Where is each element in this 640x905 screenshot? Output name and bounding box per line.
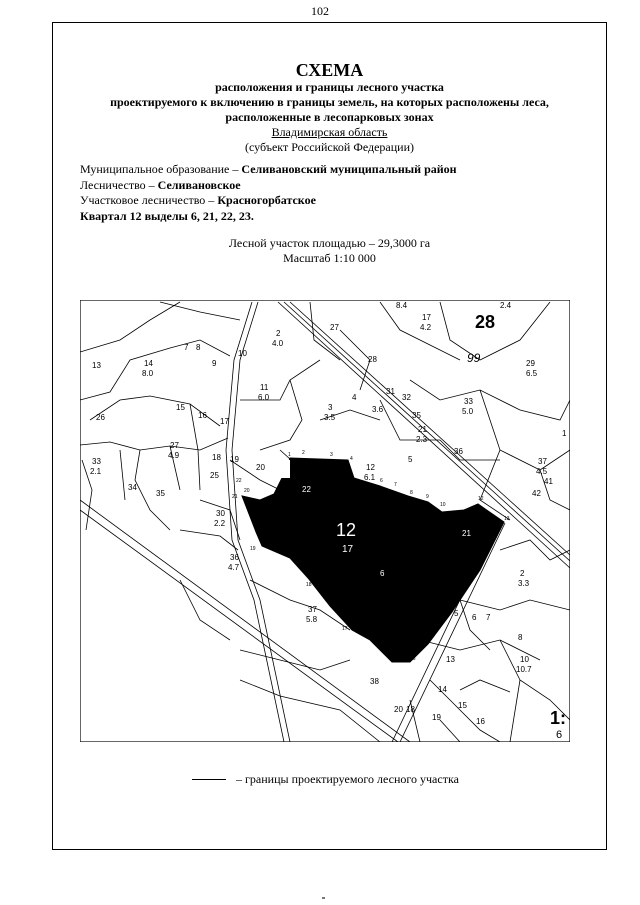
boundary-point: 22: [236, 478, 242, 484]
area-info: [52, 236, 607, 266]
stand-label: 13: [446, 655, 455, 664]
forestry-value: Селивановское: [157, 177, 241, 192]
parcel-stand-22: 22: [302, 485, 311, 494]
district-row: Участковое лесничество – Красногорбатское: [80, 193, 316, 207]
boundary-point: 16: [392, 650, 398, 656]
stand-label: 36: [230, 553, 239, 562]
stand-label: 10: [238, 349, 247, 358]
stand-label: 17: [220, 417, 229, 426]
stand-label: 8: [196, 343, 201, 352]
stand-label: 3.3: [518, 579, 530, 588]
stand-label: 26: [96, 413, 105, 422]
stand-label: 27: [170, 441, 179, 450]
stand-label: 6.1: [364, 473, 376, 482]
boundary-point: 9: [426, 494, 429, 500]
boundary-point: 4: [350, 456, 353, 462]
stand-label: 4.2: [420, 323, 432, 332]
stand-label: 19: [230, 455, 239, 464]
forestry-row: Лесничество – Селивановское: [80, 177, 241, 192]
stand-label: 35: [156, 489, 165, 498]
stand-label: 10.7: [516, 665, 532, 674]
stand-label: 42: [532, 489, 541, 498]
stand-label: 35: [412, 411, 421, 420]
forest-map: [80, 300, 570, 742]
stand-label: 16: [198, 411, 207, 420]
boundary-point: 2: [302, 450, 305, 456]
stand-label: 18: [406, 705, 415, 714]
document-title: СХЕМА: [295, 60, 364, 80]
stand-label: 9: [212, 359, 217, 368]
document-header: [52, 60, 607, 155]
stand-label: 27: [330, 323, 339, 332]
stand-label: 28: [368, 355, 377, 364]
stand-label: 14: [144, 359, 153, 368]
stand-label: 16: [476, 717, 485, 726]
stand-label: 2.4: [500, 301, 512, 310]
stand-label: 8.4: [396, 301, 408, 310]
stand-label: 4: [352, 393, 357, 402]
stand-label: 17: [422, 313, 431, 322]
stand-label: 2: [276, 329, 281, 338]
boundary-point: 12: [478, 496, 484, 502]
stand-label: 3.5: [324, 413, 336, 422]
quarter-28-sublabel: 99: [467, 351, 481, 365]
stand-label: 37: [308, 605, 317, 614]
region-name: Владимирская область: [271, 125, 388, 139]
quarter-13-label: 1:: [550, 708, 567, 728]
stand-label: 20: [256, 463, 265, 472]
stand-label: 36: [454, 447, 463, 456]
stand-label: 4.7: [228, 563, 240, 572]
quarter-28-label: 28: [475, 312, 496, 332]
stand-label: 4.5: [536, 467, 548, 476]
boundary-point: 3: [330, 452, 333, 458]
stand-label: 32: [402, 393, 411, 402]
stand-label: 6.0: [258, 393, 270, 402]
stand-label: 30: [216, 509, 225, 518]
stand-label: 6: [472, 613, 477, 622]
quarter-13-sublabel: 6: [556, 729, 563, 741]
stand-label: 5.0: [462, 407, 474, 416]
boundary-point: 7: [394, 482, 397, 488]
district-value: Красногорбатское: [217, 193, 316, 207]
map-legend: [192, 772, 459, 786]
stand-label: 12: [366, 463, 375, 472]
header-line-3: расположенные в лесопарковых зонах: [225, 110, 434, 124]
stand-label: 7: [184, 343, 189, 352]
boundary-point: 10: [440, 502, 446, 508]
legend-line-icon: [192, 779, 226, 780]
boundary-point: 1: [288, 452, 291, 458]
boundary-point: 14: [456, 596, 462, 602]
parcel-stand-21: 21: [462, 529, 471, 538]
page-number: 102: [311, 4, 329, 18]
municipal-value: Селивановский муниципальный район: [241, 162, 457, 176]
stand-label: 19: [432, 713, 441, 722]
area-text: Лесной участок площадью – 29,3000 га: [228, 236, 431, 250]
legend-text: – границы проектируемого лесного участка: [236, 772, 459, 786]
quarter-row: Квартал 12 выделы 6, 21, 22, 23.: [80, 208, 254, 223]
stand-label: 11: [260, 383, 269, 392]
header-line-2: проектируемого к включению в границы земель, на которых расположены леса,: [110, 95, 549, 109]
stand-label: 8: [518, 633, 523, 642]
stand-label: 3: [328, 403, 333, 412]
stand-label: 4.0: [272, 339, 284, 348]
stand-label: 1: [562, 429, 567, 438]
stand-label: 8.0: [142, 369, 154, 378]
stand-label: 15: [458, 701, 467, 710]
stand-label: 14: [438, 685, 447, 694]
stand-label: 5: [454, 609, 459, 618]
stand-label: 33: [464, 397, 473, 406]
boundary-point: 19: [250, 546, 256, 552]
stand-label: 33: [92, 457, 101, 466]
stand-label: 38: [370, 677, 379, 686]
stand-label: 34: [128, 483, 137, 492]
boundary-point: 8: [410, 490, 413, 496]
stand-label: 5.8: [306, 615, 318, 624]
boundary-point: 15: [410, 656, 416, 662]
scale-text: Масштаб 1:10 000: [283, 251, 376, 265]
boundary-point: 18: [306, 582, 312, 588]
stand-label: 5: [408, 455, 413, 464]
stand-label: 25: [210, 471, 219, 480]
stand-label: 31: [386, 387, 395, 396]
stand-label: 2.1: [90, 467, 102, 476]
scan-speck: [322, 897, 325, 899]
boundary-point: 5: [354, 482, 357, 488]
stand-label: 4.9: [168, 451, 180, 460]
stand-label: 2: [520, 569, 525, 578]
boundary-point: 13: [504, 516, 510, 522]
quarter-12-sublabel: 17: [342, 544, 354, 555]
stand-label: 3.6: [372, 405, 384, 414]
region-caption: (субъект Российской Федерации): [244, 140, 415, 154]
stand-label: 7: [486, 613, 491, 622]
stand-label: 13: [92, 361, 101, 370]
stand-label: 37: [538, 457, 547, 466]
boundary-point: 21: [232, 494, 238, 500]
stand-label: 20: [394, 705, 403, 714]
stand-label: 10: [520, 655, 529, 664]
stand-label: 41: [544, 477, 553, 486]
parcel-stand-6: 6: [380, 569, 385, 578]
stand-label: 6.5: [526, 369, 538, 378]
stand-label: 21: [418, 425, 427, 434]
boundary-point: 11: [458, 518, 464, 524]
header-line-1: расположения и границы лесного участка: [215, 80, 444, 94]
stand-label: 2.2: [214, 519, 226, 528]
boundary-point: 20: [244, 488, 250, 494]
parcel-info: [80, 162, 457, 224]
boundary-point: 6: [380, 478, 383, 484]
municipal-row: Муниципальное образование – Селивановский муниципальный район: [80, 162, 457, 176]
stand-label: 29: [526, 359, 535, 368]
boundary-point: 17: [342, 626, 348, 632]
stand-label: 15: [176, 403, 185, 412]
stand-label: 18: [212, 453, 221, 462]
stand-label: 2.3: [416, 435, 428, 444]
quarter-12-label: 12: [336, 520, 357, 540]
